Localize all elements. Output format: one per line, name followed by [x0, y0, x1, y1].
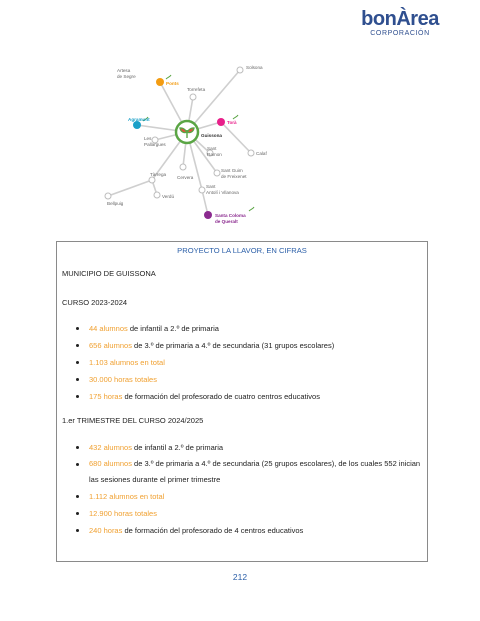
list-item: 240 horas de formación del profesorado de 4 centros educativos: [75, 522, 421, 539]
label-tarrega: Tàrrega: [150, 172, 167, 177]
label-sant-guim-2: de Freixenet: [221, 174, 247, 179]
list-item: 175 horas de formación del profesorado de cuatro centros educativos: [75, 388, 421, 405]
list-item: 432 alumnos de infantil a 2.º de primaria: [75, 439, 421, 456]
label-sant-antoli-2: Antolí i Vilanova: [206, 190, 239, 195]
label-tora: Torà: [227, 120, 237, 125]
list-item: 656 alumnos de 3.º de primaria a 4.º de secundaria (31 grupos escolares): [75, 337, 421, 354]
box-title: PROYECTO LA LLAVOR, EN CIFRAS: [177, 246, 307, 255]
label-solsona: Solsona: [246, 65, 263, 70]
label-les: Les: [144, 136, 152, 141]
list-item: 12.900 horas totales: [75, 505, 421, 522]
label-calaf: Calaf: [256, 151, 267, 156]
tora-marker: [217, 118, 225, 126]
label-sant: Sant: [207, 146, 217, 151]
label-bellpuig: Bellpuig: [107, 201, 124, 206]
label-agramunt: Agramunt: [128, 117, 150, 122]
logo-wordmark: bonÀrea: [361, 8, 439, 30]
label-sant-antoli-1: Sant: [206, 184, 216, 189]
label-artesa: Artesa: [117, 68, 131, 73]
agramunt-marker: [133, 121, 141, 129]
label-sant-guim-1: Sant Guim: [221, 168, 243, 173]
label-santa-coloma-1: Santa Coloma: [215, 213, 246, 218]
curso-2023-list: [75, 320, 421, 405]
municipality-network-map: [95, 55, 305, 227]
list-item: 1.103 alumnos en total: [75, 354, 421, 371]
ponts-marker: [156, 78, 164, 86]
page-number: 212: [232, 572, 248, 582]
list-item: 30.000 horas totales: [75, 371, 421, 388]
label-cervera: Cervera: [177, 175, 194, 180]
label-guissona: Guissona: [201, 133, 222, 138]
list-item: 44 alumnos de infantil a 2.º de primaria: [75, 320, 421, 337]
label-ramon: Ramon: [207, 152, 222, 157]
label-torrefeta: Torrefeta: [187, 87, 206, 92]
municipio-heading: MUNICIPIO DE GUISSONA: [62, 269, 156, 278]
label-pallargues: Pallargues: [144, 142, 166, 147]
trimestre-heading: 1.er TRIMESTRE DEL CURSO 2024/2025: [62, 416, 204, 425]
label-ponts: Ponts: [166, 81, 179, 86]
trimestre-2024-list: [75, 439, 421, 539]
santa-coloma-marker: [204, 211, 212, 219]
ponts-sprout-icon: [166, 75, 171, 79]
label-santa-coloma-2: de Queralt: [215, 219, 238, 224]
bonarea-logo: [350, 9, 450, 37]
logo-subtitle: CORPORACIÓN: [370, 30, 430, 37]
curso-heading: CURSO 2023-2024: [62, 298, 128, 307]
label-verdu: Verdú: [162, 194, 175, 199]
label-de-segre: de Segre: [117, 74, 136, 79]
list-item: 1.112 alumnos en total: [75, 488, 421, 505]
list-item: 680 alumnos de 3.º de primaria a 4.º de secundaria (25 grupos escolares), de los cuales 552 inician las sesiones durante el primer trimestre: [75, 456, 421, 488]
project-figures-box: [56, 241, 428, 562]
santa-coloma-sprout-icon: [249, 207, 254, 211]
tora-sprout-icon: [233, 115, 238, 119]
